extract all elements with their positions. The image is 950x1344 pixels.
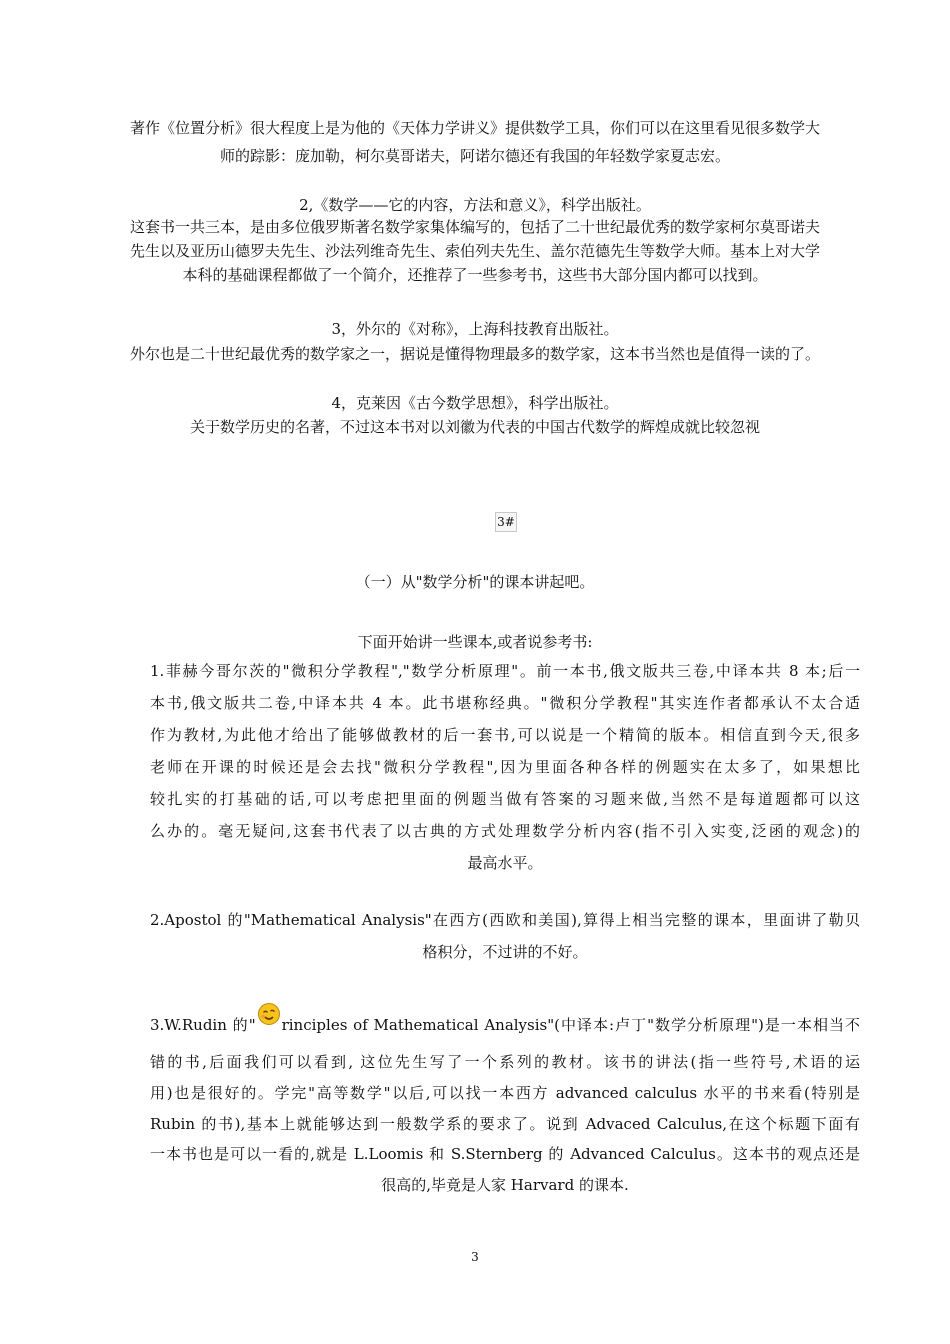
list-item-line: 本书,俄文版共二卷,中译本共 4 本。此书堪称经典。"微积分学教程"其实连作者都承认不太合适 xyxy=(150,694,860,712)
list-item-line xyxy=(150,1014,860,1038)
list-item-line: 老师在开课的时候还是会去找"微积分学教程",因为里面各种各样的例题实在太多了，如果想比 xyxy=(150,758,860,776)
list-item-line: 最高水平。 xyxy=(467,854,543,872)
list-item-line: 么办的。毫无疑问,这套书代表了以古典的方式处理数学分析内容(指不引入实变,泛函的观念)的 xyxy=(150,822,860,840)
paragraph-line: 著作《位置分析》很大程度上是为他的《天体力学讲义》提供数学工具，你们可以在这里看见很多数学大 xyxy=(129,119,820,137)
paragraph-line: 师的踪影：庞加勒，柯尔莫哥诺夫，阿诺尔德还有我国的年轻数学家夏志宏。 xyxy=(219,147,730,165)
paragraph-line: 关于数学历史的名著，不过这本书对以刘徽为代表的中国古代数学的辉煌成就比较忽视 xyxy=(189,418,760,436)
list-item-line: 2.Apostol 的"Mathematical Analysis"在西方(西欧和美国),算得上相当完整的课本，里面讲了勒贝 xyxy=(150,911,860,929)
section-title: （一）从"数学分析"的课本讲起吧。 xyxy=(355,573,595,591)
book-heading: 3，外尔的《对称》，上海科技教育出版社。 xyxy=(331,320,619,338)
paragraph-line: 本科的基础课程都做了一个简介，还推荐了一些参考书，这些书大部分国内都可以找到。 xyxy=(182,266,768,284)
list-item-line: 作为教材,为此他才给出了能够做教材的后一套书,可以说是一个精简的版本。相信直到今天,很多 xyxy=(150,726,860,744)
list-item-line: 1.菲赫今哥尔茨的"微积分学教程","数学分析原理"。前一本书,俄文版共三卷,中译本共 8 本;后一 xyxy=(150,662,860,680)
paragraph-line: 外尔也是二十世纪最优秀的数学家之一，据说是懂得物理最多的数学家，这本书当然也是值得一读的了。 xyxy=(129,345,820,363)
list-item-text: rinciples of Mathematical Analysis"(中译本:卢丁"数学分析原理")是一本相当不 xyxy=(281,1016,860,1034)
list-item-text: 3.W.Rudin 的" xyxy=(150,1016,256,1034)
book-heading: 2,《数学——它的内容，方法和意义》，科学出版社。 xyxy=(299,196,651,214)
page-number: 3 xyxy=(471,1250,479,1264)
list-item-line: 一本书也是可以一看的,就是 L.Loomis 和 S.Sternberg 的 Advanced Calculus。这本书的观点还是 xyxy=(150,1145,860,1163)
list-item-line: 较扎实的打基础的话,可以考虑把里面的例题当做有答案的习题来做,当然不是每道题都可以这 xyxy=(150,790,860,808)
post-number-badge[interactable]: 3# xyxy=(495,512,517,532)
list-item-line: 格积分，不过讲的不好。 xyxy=(422,943,588,961)
paragraph-line: 先生以及亚历山德罗夫先生、沙法列维奇先生、索伯列夫先生、盖尔范德先生等数学大师。基本上对大学 xyxy=(129,242,820,260)
list-item-line: 很高的,毕竟是人家 Harvard 的课本. xyxy=(381,1176,629,1194)
list-item-line: 错的书,后面我们可以看到, 这位先生写了一个系列的教材。该书的讲法(指一些符号,术语的运 xyxy=(150,1053,860,1071)
paragraph-line: 这套书一共三本，是由多位俄罗斯著名数学家集体编写的，包括了二十世纪最优秀的数学家柯尔莫哥诺夫 xyxy=(129,218,820,236)
list-item-line: Rubin 的书),基本上就能够达到一般数学系的要求了。说到 Advaced Calculus,在这个标题下面有 xyxy=(150,1115,860,1133)
intro-line: 下面开始讲一些课本,或者说参考书: xyxy=(357,633,593,651)
smiley-emoticon-icon xyxy=(257,1002,281,1026)
book-heading: 4，克莱因《古今数学思想》，科学出版社。 xyxy=(331,394,619,412)
list-item-line: 用)也是很好的。学完"高等数学"以后,可以找一本西方 advanced calculus 水平的书来看(特别是 xyxy=(150,1084,860,1102)
